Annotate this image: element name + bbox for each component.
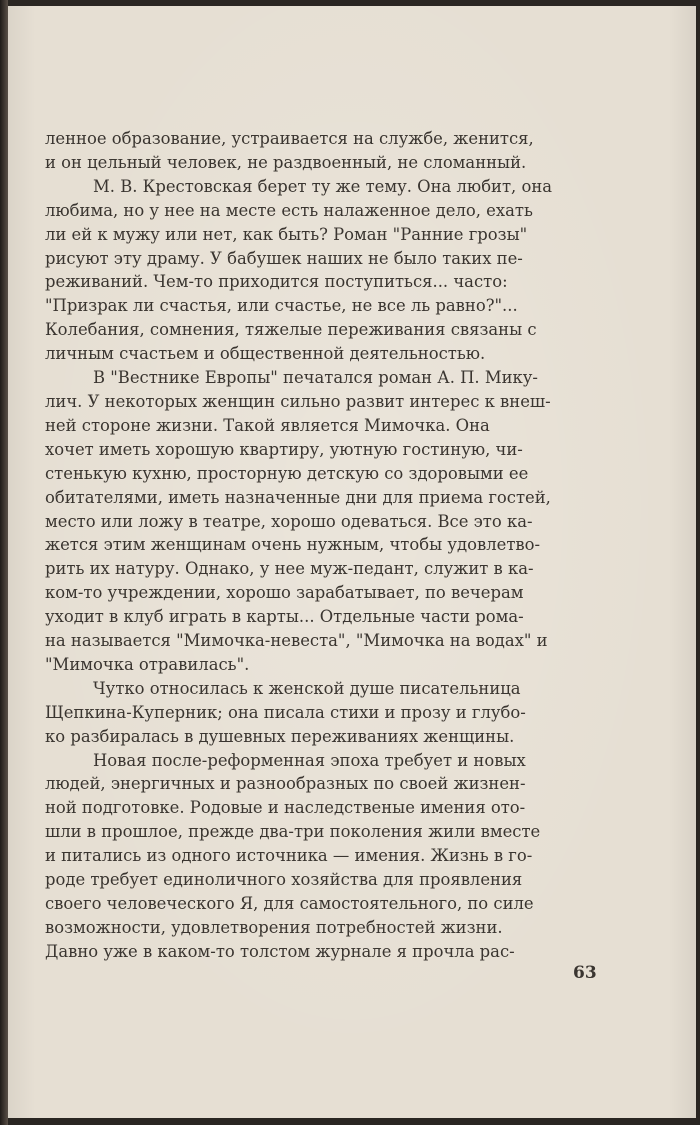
text-line: В "Вестнике Европы" печатался роман А. П. Мику- (93, 368, 538, 388)
paragraph-3 (45, 366, 594, 677)
text-line: своего человеческого Я, для самостоятельного, по силе (45, 894, 534, 913)
text-line: уходит в клуб играть в карты... Отдельные части рома- (45, 607, 524, 627)
text-line: лич. У некоторых женщин сильно развит интерес к внеш- (45, 391, 551, 411)
text-line: роде требует единоличного хозяйства для проявления (45, 870, 523, 890)
paragraph-5 (45, 749, 594, 964)
page-number: 63 (573, 963, 597, 983)
text-line: "Мимочка отравилась". (45, 654, 250, 674)
text-line: ной подготовке. Родовые и наследственые имения ото- (45, 798, 526, 818)
text-line: обитателями, иметь назначенные дни для приема гостей, (45, 487, 551, 507)
text-line: "Призрак ли счастья, или счастье, не все ль равно?"... (45, 296, 518, 316)
text-line: Щепкина-Куперник; она писала стихи и прозу и глубо- (45, 702, 526, 722)
text-line: реживаний. Чем-то приходится поступиться... часто: (45, 272, 508, 292)
text-line: М. В. Крестовская берет ту же тему. Она любит, она (93, 176, 553, 196)
paragraph-4 (45, 677, 594, 749)
text-line: ко разбиралась в душевных переживаниях женщины. (45, 726, 515, 746)
book-spine-shadow (0, 0, 8, 1125)
paragraph-1 (45, 127, 594, 175)
book-page (8, 6, 696, 1118)
text-line: и питались из одного источника — имения. Жизнь в го- (45, 846, 533, 866)
text-line: шли в прошлое, прежде два-три поколения жили вместе (45, 822, 541, 842)
text-line: ленное образование, устраивается на службе, женится, (45, 129, 534, 148)
text-line: ком-то учреждении, хорошо зарабатывает, по вечерам (45, 583, 524, 603)
paragraph-2 (45, 175, 594, 366)
text-line: на называется "Мимочка-невеста", "Мимочка на водах" и (45, 631, 548, 651)
text-line: стенькую кухню, просторную детскую со здоровыми ее (45, 463, 529, 483)
text-line: хочет иметь хорошую квартиру, уютную гостиную, чи- (45, 439, 523, 459)
text-line: рисуют эту драму. У бабушек наших не было таких пе- (45, 248, 523, 268)
text-line: ли ей к мужу или нет, как быть? Роман "Ранние грозы" (45, 224, 528, 244)
text-line: возможности, удовлетворения потребностей жизни. (45, 917, 503, 937)
text-line: жется этим женщинам очень нужным, чтобы удовлетво- (45, 535, 541, 555)
text-line: место или ложу в театре, хорошо одеваться. Все это ка- (45, 511, 533, 531)
text-line: людей, энергичных и разнообразных по своей жизнен- (45, 774, 526, 794)
text-line: любима, но у нее на месте есть налаженное дело, ехать (45, 200, 533, 220)
text-line: Давно уже в каком-то толстом журнале я прочла рас- (45, 941, 515, 961)
text-line: и он цельный человек, не раздвоенный, не сломанный. (45, 152, 527, 172)
page-text (45, 127, 594, 964)
text-line: рить их натуру. Однако, у нее муж-педант, служит в ка- (45, 559, 534, 579)
text-line: Чутко относилась к женской душе писательница (93, 678, 521, 698)
text-line: личным счастьем и общественной деятельностью. (45, 344, 486, 364)
text-line: ней стороне жизни. Такой является Мимочка. Она (45, 415, 490, 435)
text-line: Новая после-реформенная эпоха требует и новых (93, 750, 526, 770)
text-line: Колебания, сомнения, тяжелые переживания связаны с (45, 320, 537, 340)
